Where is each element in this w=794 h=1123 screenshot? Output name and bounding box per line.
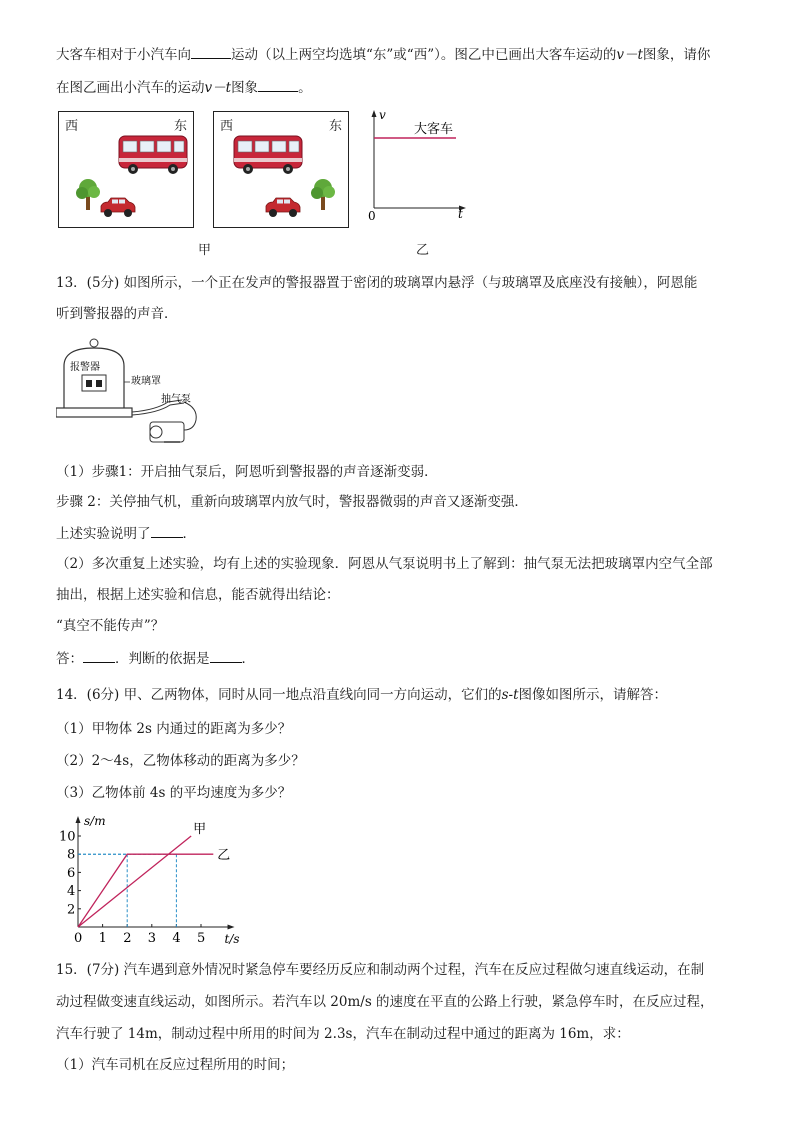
x-tick-label: 4 — [172, 931, 181, 946]
q13-step2: 步骤 2：关停抽气机，重新向玻璃罩内放气时，警报器微弱的声音又逐渐变强． — [56, 494, 528, 510]
bus-icon — [234, 136, 302, 174]
answer-blank[interactable] — [210, 648, 242, 663]
tree-icon — [76, 179, 100, 210]
y-tick-label: 6 — [67, 865, 76, 881]
bus-car-scene-2 — [214, 112, 348, 227]
q13-part2-cont: 抽出，根据上述实验和信息，能否就得出结论： — [56, 587, 340, 603]
st-chart — [56, 812, 256, 950]
q13-question: “真空不能传声”？ — [56, 618, 165, 634]
tree-icon — [311, 179, 335, 210]
q12-line2 — [56, 77, 312, 98]
q15-line1: 15．(7分) 汽车遇到意外情况时紧急停车要经历反应和制动两个过程，汽车在反应过程做匀速直线运动，在制 — [56, 962, 705, 978]
q13-header: 13．(5分) 如图所示，一个正在发声的警报器置于密闭的玻璃罩内悬浮（与玻璃罩及底座没有接触），阿恩能 — [56, 275, 698, 291]
t-axis-label: t — [458, 207, 463, 221]
q13-step1: （1）步骤1：开启抽气泵后，阿恩听到警报器的声音逐渐变弱． — [56, 464, 438, 480]
alarm-label: 报警器 — [70, 362, 100, 373]
bus-series-label: 大客车 — [414, 122, 454, 137]
q12-text: 运动（以上两空均选填“东”或“西”）。图乙中已画出大客车运动的 — [231, 47, 617, 63]
vt-symbol: v－t — [616, 47, 643, 63]
q13-text: 上述实验说明了 — [56, 526, 151, 542]
q13-answer-line — [56, 648, 255, 669]
q12-line1 — [56, 44, 710, 65]
q15-sub1: （1）汽车司机在反应过程所用的时间； — [56, 1057, 295, 1073]
pump-icon — [150, 422, 184, 442]
q12-text: 图象 — [231, 80, 259, 96]
x-tick-label: 3 — [147, 931, 157, 946]
q14-text: 图像如图所示，请解答： — [518, 687, 668, 703]
y-tick-label: 8 — [67, 847, 76, 863]
q14-text: 14．(6分) 甲、乙两物体，同时从同一地点沿直线向同一方向运动，它们的 — [56, 687, 502, 703]
q14-header — [56, 685, 667, 705]
bus-car-scene-1 — [59, 112, 193, 227]
caption-yi: 乙 — [416, 243, 430, 258]
q13-header-2: 听到警报器的声音． — [56, 306, 178, 322]
q13-text: 答： — [56, 651, 83, 667]
y-tick-label: 10 — [59, 829, 76, 845]
q15-line2: 动过程做变速直线运动，如图所示。若汽车以 20m/s 的速度在平直的公路上行驶，紧急停车时，在反应过程， — [56, 994, 714, 1010]
x-tick-label: 0 — [74, 931, 83, 946]
vt-graph — [362, 104, 472, 224]
q13-text: ． — [241, 651, 255, 667]
series-line-jia — [78, 836, 191, 927]
origin-label: 0 — [368, 209, 376, 223]
series-label-jia: 甲 — [193, 822, 207, 837]
bell-jar-figure — [56, 338, 216, 448]
east-label: 东 — [173, 119, 187, 134]
west-label: 西 — [220, 119, 234, 134]
x-tick-label: 1 — [98, 931, 107, 946]
q15-line3: 汽车行驶了 14m，制动过程中所用的时间为 2.3s，汽车在制动过程中通过的距离为 16m，求： — [56, 1026, 630, 1042]
q12-text: 。 — [298, 80, 312, 96]
q14-sub2: （2）2～4s，乙物体移动的距离为多少？ — [56, 753, 305, 769]
q14-sub3: （3）乙物体前 4s 的平均速度为多少？ — [56, 785, 292, 801]
q14-sub1: （1）甲物体 2s 内通过的距离为多少？ — [56, 721, 292, 737]
answer-blank[interactable] — [258, 77, 298, 92]
answer-blank[interactable] — [83, 648, 115, 663]
pump-label: 抽气泵 — [161, 394, 191, 405]
scene-panel-1 — [58, 111, 194, 228]
vt-symbol: v－t — [204, 80, 232, 96]
q12-text: 大客车相对于小汽车向 — [56, 47, 191, 63]
x-tick-label: 2 — [123, 931, 132, 946]
v-axis-arrow — [372, 110, 377, 117]
st-symbol: s-t — [501, 687, 519, 703]
x-axis-arrow — [228, 925, 235, 930]
x-axis-label: t/s — [224, 932, 240, 946]
answer-blank[interactable] — [191, 44, 231, 59]
car-icon — [101, 198, 135, 217]
caption-jia: 甲 — [198, 243, 212, 258]
car-icon — [266, 198, 300, 217]
q13-line3 — [56, 523, 196, 544]
series-line-yi — [78, 854, 213, 927]
x-tick-label: 5 — [197, 931, 206, 946]
east-label: 东 — [328, 119, 342, 134]
jar-base — [56, 408, 132, 417]
answer-blank[interactable] — [151, 523, 183, 538]
y-tick-label: 4 — [67, 884, 76, 900]
q12-text: 图象，请你 — [642, 47, 711, 63]
v-axis-label: v — [379, 108, 386, 122]
west-label: 西 — [65, 119, 79, 134]
glass-label: 玻璃罩 — [131, 376, 161, 387]
q13-part2: （2）多次重复上述实验，均有上述的实验现象．阿恩从气泵说明书上了解到：抽气泵无法把玻璃罩内空气全部 — [56, 556, 713, 572]
series-label-yi: 乙 — [217, 848, 231, 864]
alarm-box — [82, 375, 106, 391]
bus-icon — [119, 136, 187, 174]
y-tick-label: 2 — [67, 902, 76, 918]
q13-text: ．判断的依据是 — [115, 651, 210, 667]
scene-panel-2 — [213, 111, 349, 228]
jar-knob — [90, 339, 98, 347]
q13-text: ． — [182, 526, 196, 542]
y-axis-label: s/m — [84, 814, 106, 828]
q12-text: 在图乙画出小汽车的运动 — [56, 80, 205, 96]
y-axis-arrow — [76, 816, 81, 823]
